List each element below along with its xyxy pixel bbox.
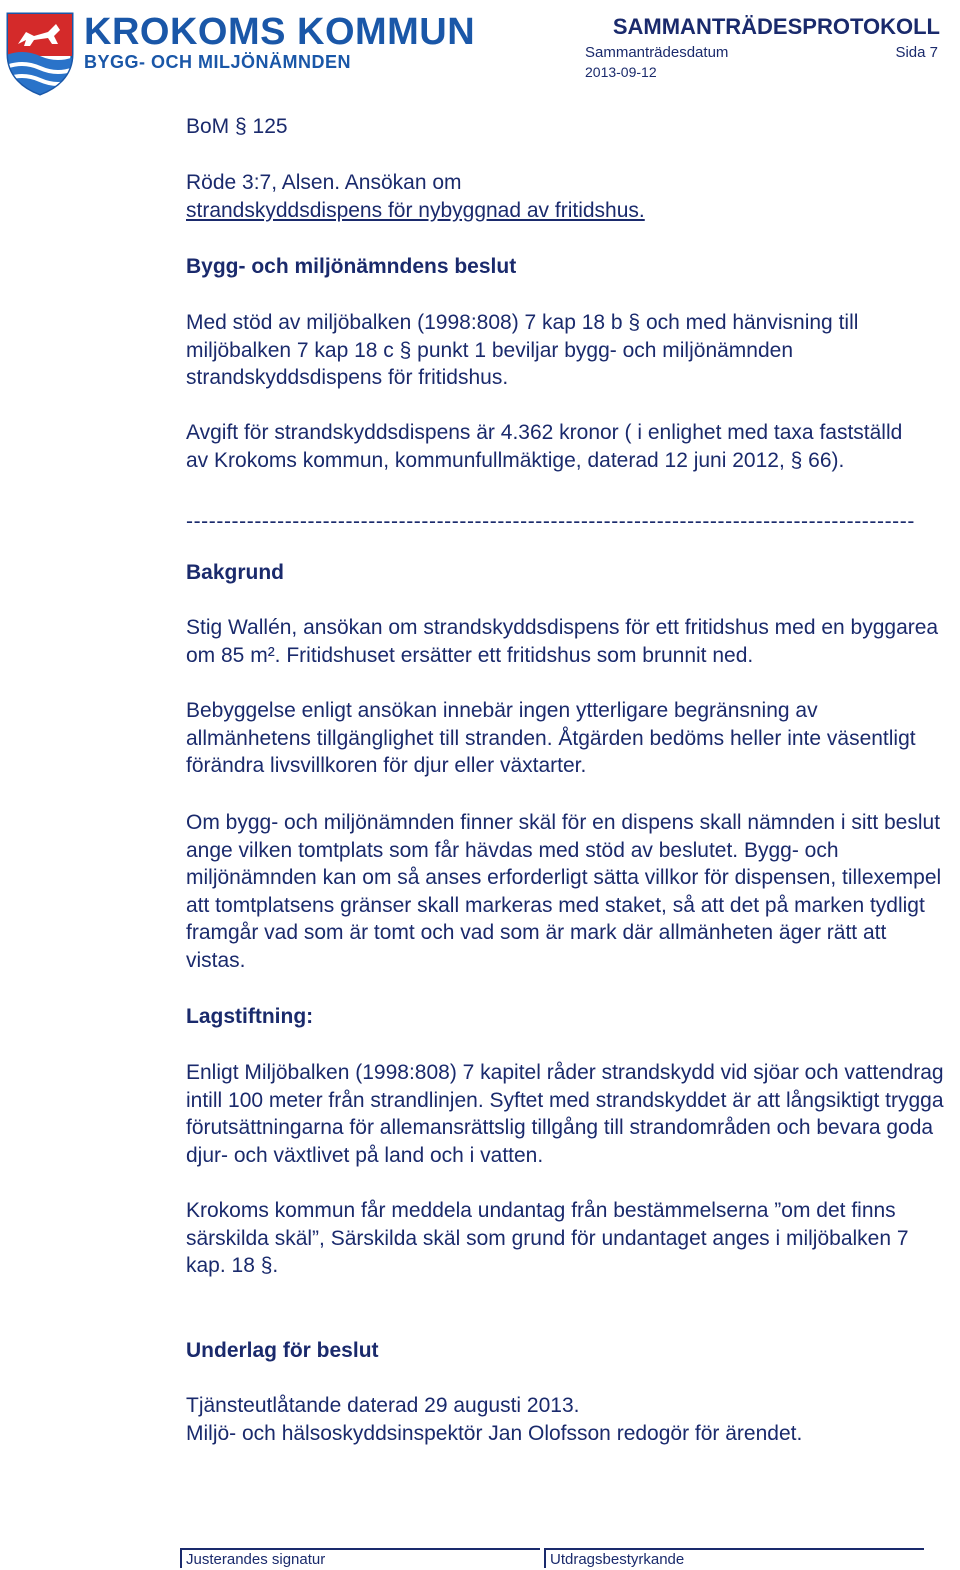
legislation-heading: Lagstiftning: xyxy=(186,1005,314,1028)
decision-text: Med stöd av miljöbalken (1998:808) 7 kap 18 b § och med hänvisning till miljöbalken 7 kap 18 c § punkt 1 beviljar bygg- och miljönämnden strandskyddsdispens för fritidshus. xyxy=(186,311,859,389)
background-heading: Bakgrund xyxy=(186,561,285,584)
organization-name: KROKOMS KOMMUN xyxy=(84,11,476,53)
decision-basis-line-1: Tjänsteutlåtande daterad 29 augusti 2013. xyxy=(186,1394,580,1417)
page-number: Sida 7 xyxy=(895,44,938,61)
krokom-coat-of-arms-icon xyxy=(4,10,76,96)
meeting-date-label: Sammanträdesdatum xyxy=(585,44,729,61)
case-number-text: BoM § 125 xyxy=(186,115,288,138)
protocol-title: SAMMANTRÄDESPROTOKOLL xyxy=(612,14,940,39)
background-paragraph-2: Bebyggelse enligt ansökan innebär ingen ytterligare begränsning av allmänhetens tillgänglighet till stranden. Åtgärden bedöms heller inte väsentligt förändra livsvillkoren för djur eller växtarter. xyxy=(186,699,916,777)
extract-certification-field: Utdragsbestyrkande xyxy=(544,1548,924,1568)
decision-basis-heading: Underlag för beslut xyxy=(186,1339,379,1362)
decision-basis-line-2: Miljö- och hälsoskyddsinspektör Jan Olofsson redogör för ärendet. xyxy=(186,1421,803,1445)
signature-field: Justerandes signatur xyxy=(180,1548,540,1568)
decision-basis xyxy=(186,1392,946,1447)
subject-line-1: Röde 3:7, Alsen. Ansökan om xyxy=(186,171,462,194)
background-paragraph-3: Om bygg- och miljönämnden finner skäl för en dispens skall nämnden i sitt beslut ange vilken tomtplats som får hävdas med stöd av beslutet. Bygg- och miljönämnden kan om så anses erforderligt sätta villkor för dispensen, tillexempel att tomtplatsens gränser skall markeras med staket, så att det på marken tydligt framgår vad som är tomt och vad som är mark där allmänheten äger rätt att vistas. xyxy=(186,811,942,972)
fee-text: Avgift för strandskyddsdispens är 4.362 kronor ( i enlighet med taxa fastställd av Krokoms kommun, kommunfullmäktige, daterad 12 juni 2012, § 66). xyxy=(186,421,903,472)
background-paragraph-1: Stig Wallén, ansökan om strandskyddsdispens för ett fritidshus med en byggarea om 85 m². Fritidshuset ersätter ett fritidshus som brunnit ned. xyxy=(186,616,939,667)
subject-line-2: strandskyddsdispens för nybyggnad av fritidshus. xyxy=(186,198,645,222)
meeting-date: 2013-09-12 xyxy=(585,64,657,80)
subject xyxy=(186,169,946,224)
board-name: BYGG- OCH MILJÖNÄMNDEN xyxy=(84,52,351,72)
legislation-paragraph-1: Enligt Miljöbalken (1998:808) 7 kapitel råder strandskydd vid sjöar och vattendrag intill 100 meter från strandlinjen. Syftet med strandskyddet är att långsiktigt trygga förutsättningarna för allemansrättslig tillgång till strandområden och bevara goda djur- och växtlivet på land och i vatten. xyxy=(186,1061,944,1167)
separator-line: ------------------------------------------------------------------------------------------------ xyxy=(186,510,915,533)
decision-heading: Bygg- och miljönämndens beslut xyxy=(186,255,517,278)
legislation-paragraph-2: Krokoms kommun får meddela undantag från bestämmelserna ”om det finns särskilda skäl”, Särskilda skäl som grund för undantaget anges i miljöbalken 7 kap. 18 §. xyxy=(186,1199,909,1277)
case-number xyxy=(186,113,946,141)
